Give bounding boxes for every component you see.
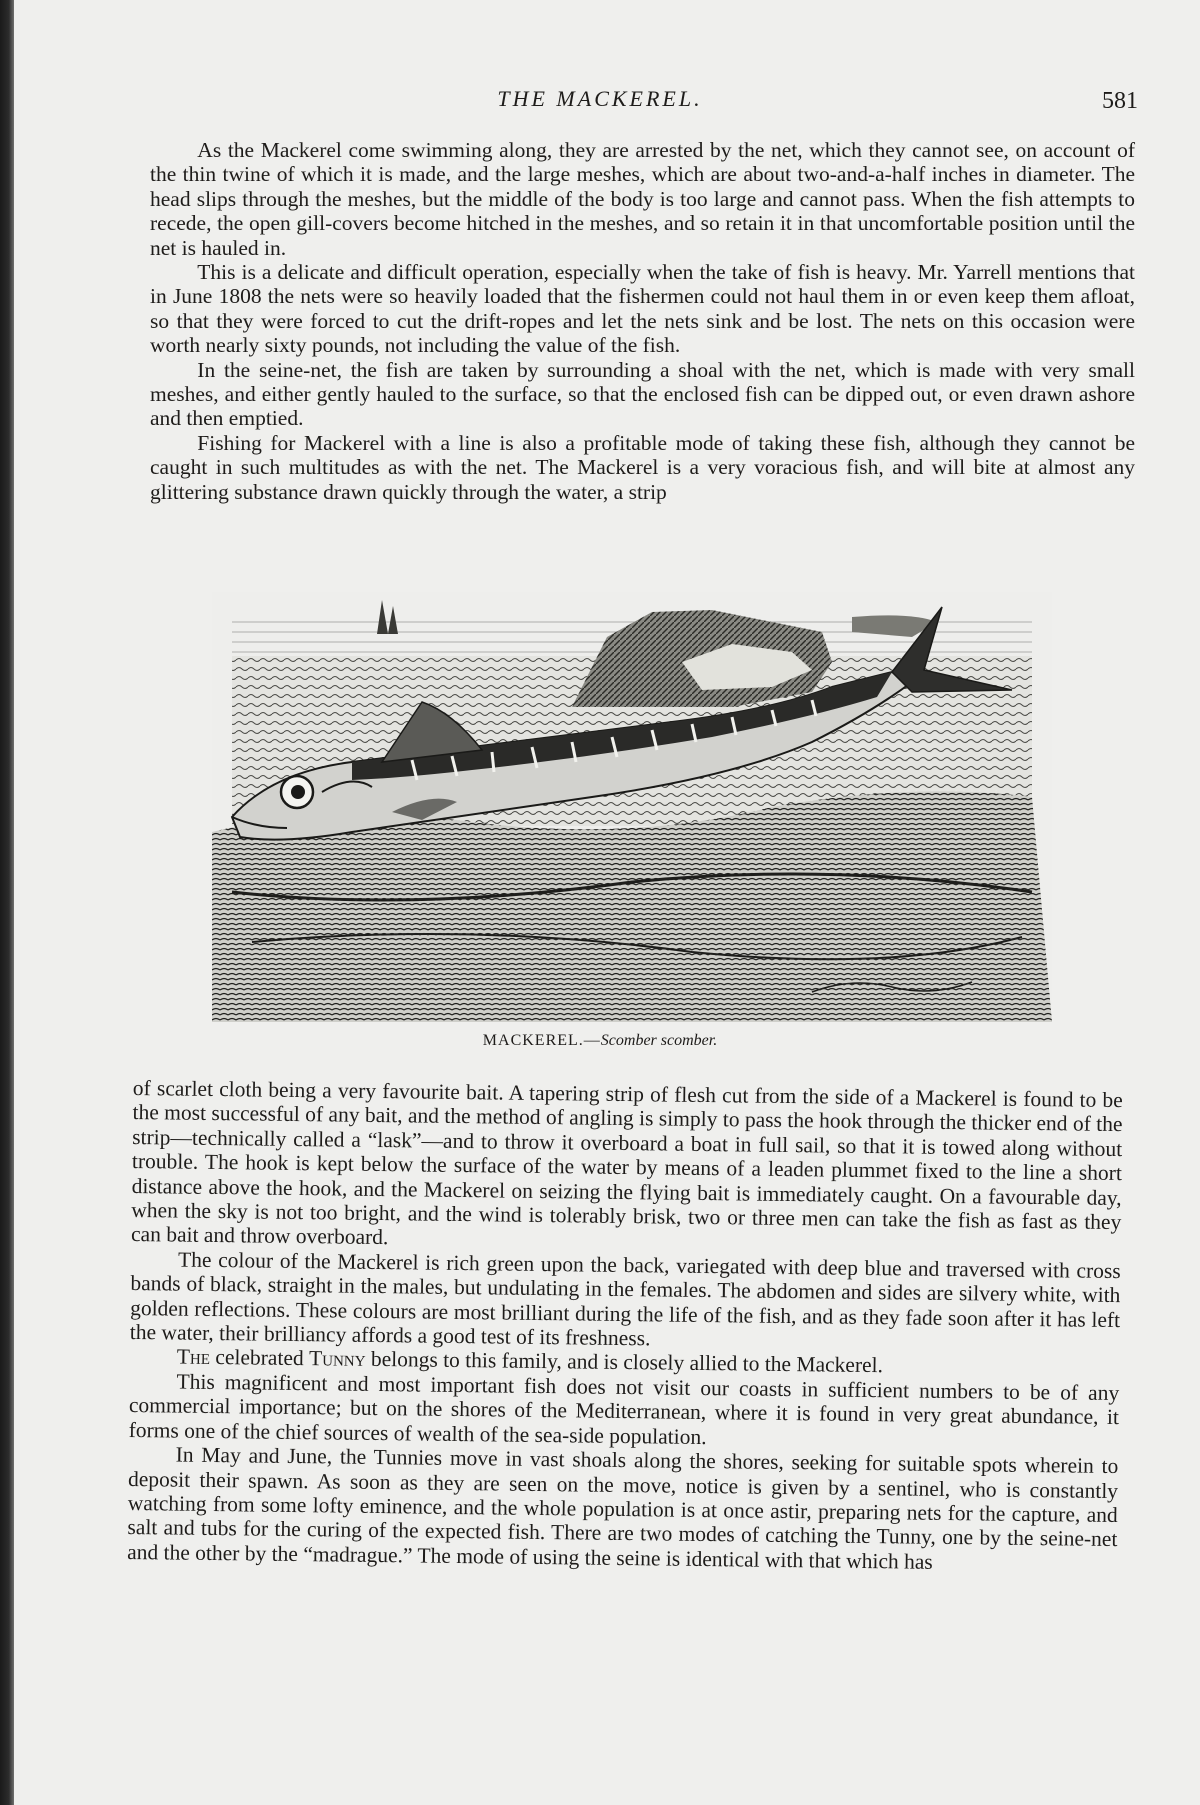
paragraph: This magnificent and most important fish does not visit our coasts in sufficient numbers to be of any commercial importance; but on the shores of the Mediterranean, where it is found in very great abundance, it forms one of the chief sources of wealth of the sea-side population. (128, 1369, 1120, 1449)
figure-caption (0, 1032, 1200, 1050)
text-block-bottom (127, 1076, 1123, 1576)
inline-text: belongs to this family, and is closely allied to the Mackerel. (370, 1347, 884, 1378)
paragraph: of scarlet cloth being a very favourite bait. A tapering strip of flesh cut from the side of a Mackerel is found to be the most successful of any bait, and the method of angling is simply to pass the hook through the thicker end of the strip—technically called a “lask”—and to throw it overboard a boat in full sail, so that it is towed along without trouble. The hook is kept below the surface of the water by means of a leaden plummet fixed to the line a short distance above the hook, and the Mackerel on seizing the flying bait is immediately caught. On a favourable day, when the sky is not too bright, and the wind is tolerably brisk, two or three men can take the fish as fast as they can bait and throw overboard. (130, 1076, 1123, 1250)
paragraph: In May and June, the Tunnies move in vast shoals along the shores, seeking for suitable spots wherein to deposit their spawn. As soon as they are seen on the move, notice is given by a sentinel, who is constantly watching from some lofty eminence, and the whole population is at once astir, preparing nets for the capture, and salt and tubs for the curing of the expected fish. There are two modes of catching the Tunny, one by the seine-net and the other by the “madrague.” The mode of using the seine is identical with that which has (127, 1442, 1119, 1574)
small-caps-name: Tunny (308, 1346, 366, 1372)
page-number: 581 (1102, 88, 1138, 114)
caption-latin-name: Scomber scomber. (600, 1032, 718, 1049)
text-block-top (150, 138, 1135, 504)
paragraph: As the Mackerel come swimming along, they are arrested by the net, which they cannot see, on account of the thin twine of which it is made, and the large meshes, which are about two-and-a-half inches in diameter. The head slips through the meshes, but the middle of the body is too large and cannot pass. When the fish attempts to recede, the open gill-covers become hitched in the meshes, and so retain it in that uncomfortable position until the net is hauled in. (150, 138, 1135, 260)
inline-text: celebrated (215, 1345, 304, 1371)
paragraph: This is a delicate and difficult operation, especially when the take of fish is heavy. Mr. Yarrell mentions that in June 1808 the nets were so heavily loaded that the fishermen could not haul them in or even keep them afloat, so that they were forced to cut the drift-ropes and let the nets sink and be lost. The nets on this occasion were worth nearly sixty pounds, not including the value of the fish. (150, 260, 1135, 358)
small-caps-lead: The (176, 1345, 211, 1370)
paragraph: In the seine-net, the fish are taken by surrounding a shoal with the net, which is made with very small meshes, and either gently hauled to the surface, so that the enclosed fish can be dipped out, or even drawn ashore and then emptied. (150, 357, 1135, 431)
paragraph: The colour of the Mackerel is rich green upon the back, variegated with deep blue and traversed with cross bands of black, straight in the males, but undulating in the females. The abdomen and sides are silvery white, with golden reflections. These colours are most brilliant during the life of the fish, and as they fade soon after it has left the water, their brilliancy affords a good test of its freshness. (129, 1247, 1121, 1351)
caption-title: MACKEREL.— (482, 1032, 601, 1049)
mackerel-engraving (212, 592, 1052, 1022)
paragraph: Fishing for Mackerel with a line is also a profitable mode of taking these fish, although they cannot be caught in such multitudes as with the net. The Mackerel is a very voracious fish, and will bite at almost any glittering substance drawn quickly through the water, a strip (150, 430, 1135, 504)
running-head: THE MACKEREL. (497, 86, 703, 111)
